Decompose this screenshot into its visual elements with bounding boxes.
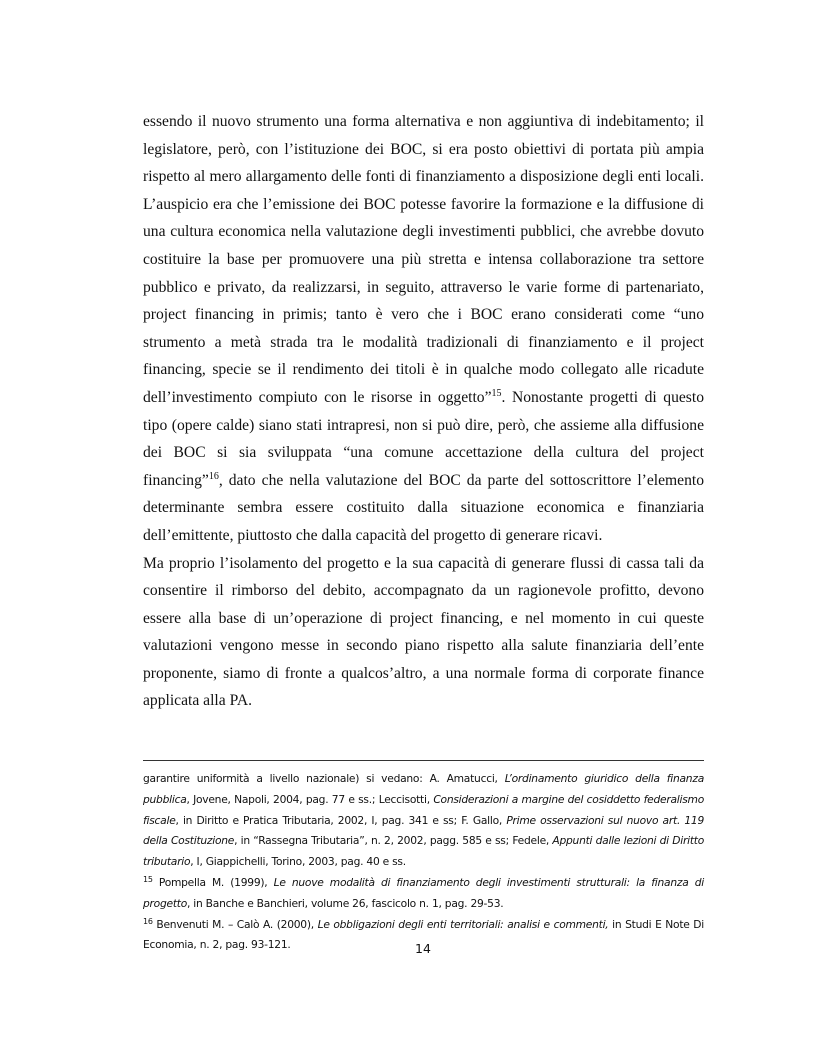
footnotes bbox=[143, 769, 704, 956]
footnote-text: , in Banche e Banchieri, volume 26, fascicolo n. 1, pag. 29-53. bbox=[187, 896, 504, 910]
footnote-title: Le nuove modalità di finanziamento degli investimenti strutturali: la finanza di progetto bbox=[143, 875, 704, 910]
page-number: 14 bbox=[415, 941, 431, 956]
footnote-title: Considerazioni a margine del cosiddetto federalismo fiscale bbox=[143, 792, 704, 827]
footnote-text: , Jovene, Napoli, 2004, pag. 77 e ss.; Leccisotti, bbox=[186, 792, 434, 806]
footnote-ref-16: 16 bbox=[208, 470, 219, 482]
footnote-text: garantire uniformità a livello nazionale) si vedano: A. Amatucci, bbox=[143, 772, 505, 785]
footnote-continuation bbox=[143, 769, 704, 873]
body-text bbox=[143, 108, 704, 715]
footnote-ref-15: 15 bbox=[491, 387, 502, 399]
footnote-title: Appunti dalle lezioni di Diritto tributario bbox=[143, 834, 704, 869]
footnote-separator bbox=[143, 760, 704, 761]
footnote-text: , in Diritto e Pratica Tributaria, 2002, I, pag. 341 e ss; F. Gallo, bbox=[175, 813, 507, 827]
footnote-text: , in “Rassegna Tributaria”, n. 2, 2002, pagg. 585 e ss; Fedele, bbox=[234, 834, 553, 848]
footnote-title: L’ordinamento giuridico della finanza pubblica bbox=[143, 772, 704, 806]
paragraph-1 bbox=[143, 108, 704, 550]
footnote-text: Pompella M. (1999), bbox=[152, 875, 274, 889]
paragraph-1-part-c: , dato che nella valutazione del BOC da parte del sottoscrittore l’elemento determinante sembra essere costituito dalla situazione economica e finanziaria dell’emittente, piuttosto che dalla capacità del progetto di generare ricavi. bbox=[143, 471, 704, 544]
footnote-title: Prime osservazioni sul nuovo art. 119 della Costituzione bbox=[143, 813, 705, 848]
footnote-title: Le obbligazioni degli enti territoriali: analisi e commenti, bbox=[317, 917, 609, 931]
footnote-15 bbox=[143, 873, 704, 915]
footnote-text: Benvenuti M. – Calò A. (2000), bbox=[152, 917, 318, 931]
footnote-number: 16 bbox=[143, 916, 153, 926]
footnote-number: 15 bbox=[143, 874, 153, 884]
paragraph-2: Ma proprio l’isolamento del progetto e la sua capacità di generare flussi di cassa tali da consentire il rimborso del debito, accompagnato da un ragionevole profitto, devono essere alla base di un’operazione di project financing, e nel momento in cui queste valutazioni vengono messe in secondo piano rispetto alla salute finanziaria dell’ente proponente, siamo di fronte a qualcos’altro, a una normale forma di corporate finance applicata alla PA. bbox=[143, 554, 704, 710]
paragraph-1-part-a: essendo il nuovo strumento una forma alternativa e non aggiuntiva di indebitamento; il legislatore, però, con l’istituzione dei BOC, si era posto obiettivi di portata più ampia rispetto al mero allargamento delle fonti di finanziamento a disposizione degli enti locali. L’auspicio era che l’emissione dei BOC potesse favorire la formazione e la diffusione di una cultura economica nella valutazione degli investimenti pubblici, che avrebbe dovuto costituire la base per promuovere una più stretta e intensa collaborazione tra settore pubblico e privato, da realizzarsi, in seguito, attraverso le varie forme di partenariato, project financing in primis; tanto è vero che i BOC erano considerati come “uno strumento a metà strada tra le modalità tradizionali di finanziamento e il project financing, specie se il rendimento dei titoli è in qualche modo collegato alle ricadute dell’investimento compiuto con le risorse in oggetto” bbox=[143, 113, 704, 406]
footnote-text: , I, Giappichelli, Torino, 2003, pag. 40 e ss. bbox=[190, 855, 406, 869]
footnote-text: in Studi E Note Di Economia, n. 2, pag. 93-121. bbox=[143, 917, 705, 952]
paragraph-1-part-b: . Nonostante progetti di questo tipo (opere calde) siano stati intrapresi, non si può dire, però, che assieme alla diffusione dei BOC si sia sviluppata “una comune accettazione della cultura del project financing” bbox=[143, 388, 704, 489]
